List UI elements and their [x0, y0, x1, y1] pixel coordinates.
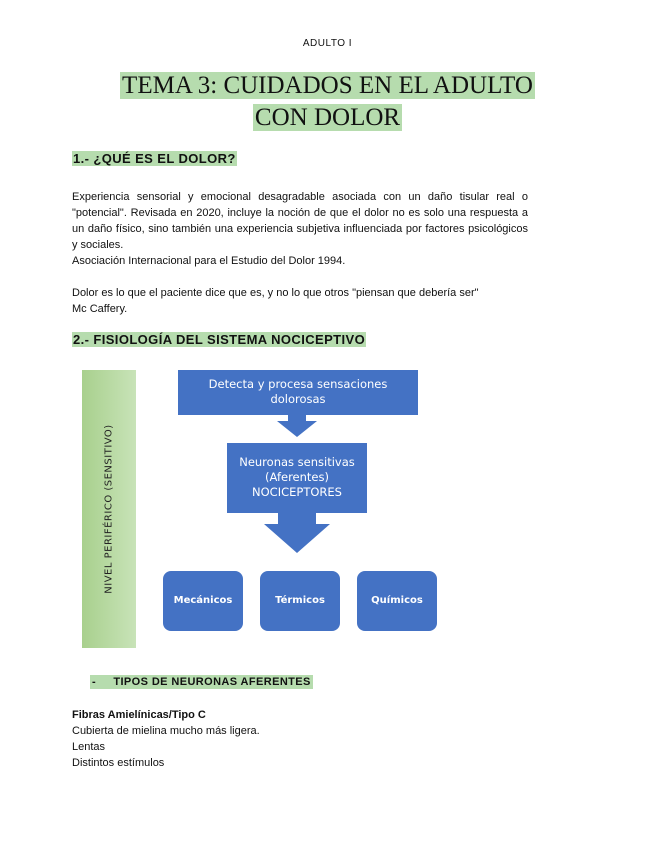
- receptor-chemical: Químicos: [357, 571, 437, 631]
- document-title-line-1: TEMA 3: CUIDADOS EN EL ADULTO: [122, 72, 533, 99]
- document-title-line-2: CON DOLOR: [254, 104, 401, 131]
- sensory-neurons-box: Neuronas sensitivas (Aferentes) NOCICEPTORES: [227, 443, 367, 513]
- arrow-down-2: [264, 512, 330, 553]
- running-header: ADULTO I: [302, 38, 353, 49]
- bullet-dash-icon: -: [92, 676, 97, 688]
- fibers-title: Fibras Amielínicas/Tipo C: [72, 709, 206, 721]
- pain-definition: Experiencia sensorial y emocional desagradable asociada con un daño tisular real o "potencial". Revisada en 2020, incluye la noción de que el dolor no es solo una respuesta a un daño físico, sino también una experiencia subjetiva influenciada por factores psicológicos y sociales.: [72, 191, 528, 251]
- afferent-types-heading: - TIPOS DE NEURONAS AFERENTES: [92, 676, 311, 688]
- quote-author: Mc Caffery.: [72, 303, 128, 315]
- detect-process-box: Detecta y procesa sensaciones dolorosas: [178, 370, 418, 415]
- fibers-item: Cubierta de mielina mucho más ligera.: [72, 725, 260, 737]
- mccaffery-quote: Dolor es lo que el paciente dice que es, y no lo que otros "piensan que debería ser": [72, 287, 479, 299]
- receptor-mechanical: Mecánicos: [163, 571, 243, 631]
- definition-source: Asociación Internacional para el Estudio del Dolor 1994.: [72, 255, 346, 267]
- nociceptive-diagram: [80, 365, 460, 655]
- section-heading-fisiologia: 2.- FISIOLOGÍA DEL SISTEMA NOCICEPTIVO: [73, 332, 366, 347]
- fibers-item: Distintos estímulos: [72, 757, 165, 769]
- receptor-thermal: Térmicos: [260, 571, 340, 631]
- fibers-item: Lentas: [72, 741, 106, 753]
- arrow-down-1: [277, 415, 317, 437]
- peripheral-level-label: NIVEL PERIFÉRICO (SENSITIVO): [103, 424, 115, 594]
- section-heading-dolor: 1.- ¿QUÉ ES EL DOLOR?: [73, 151, 236, 166]
